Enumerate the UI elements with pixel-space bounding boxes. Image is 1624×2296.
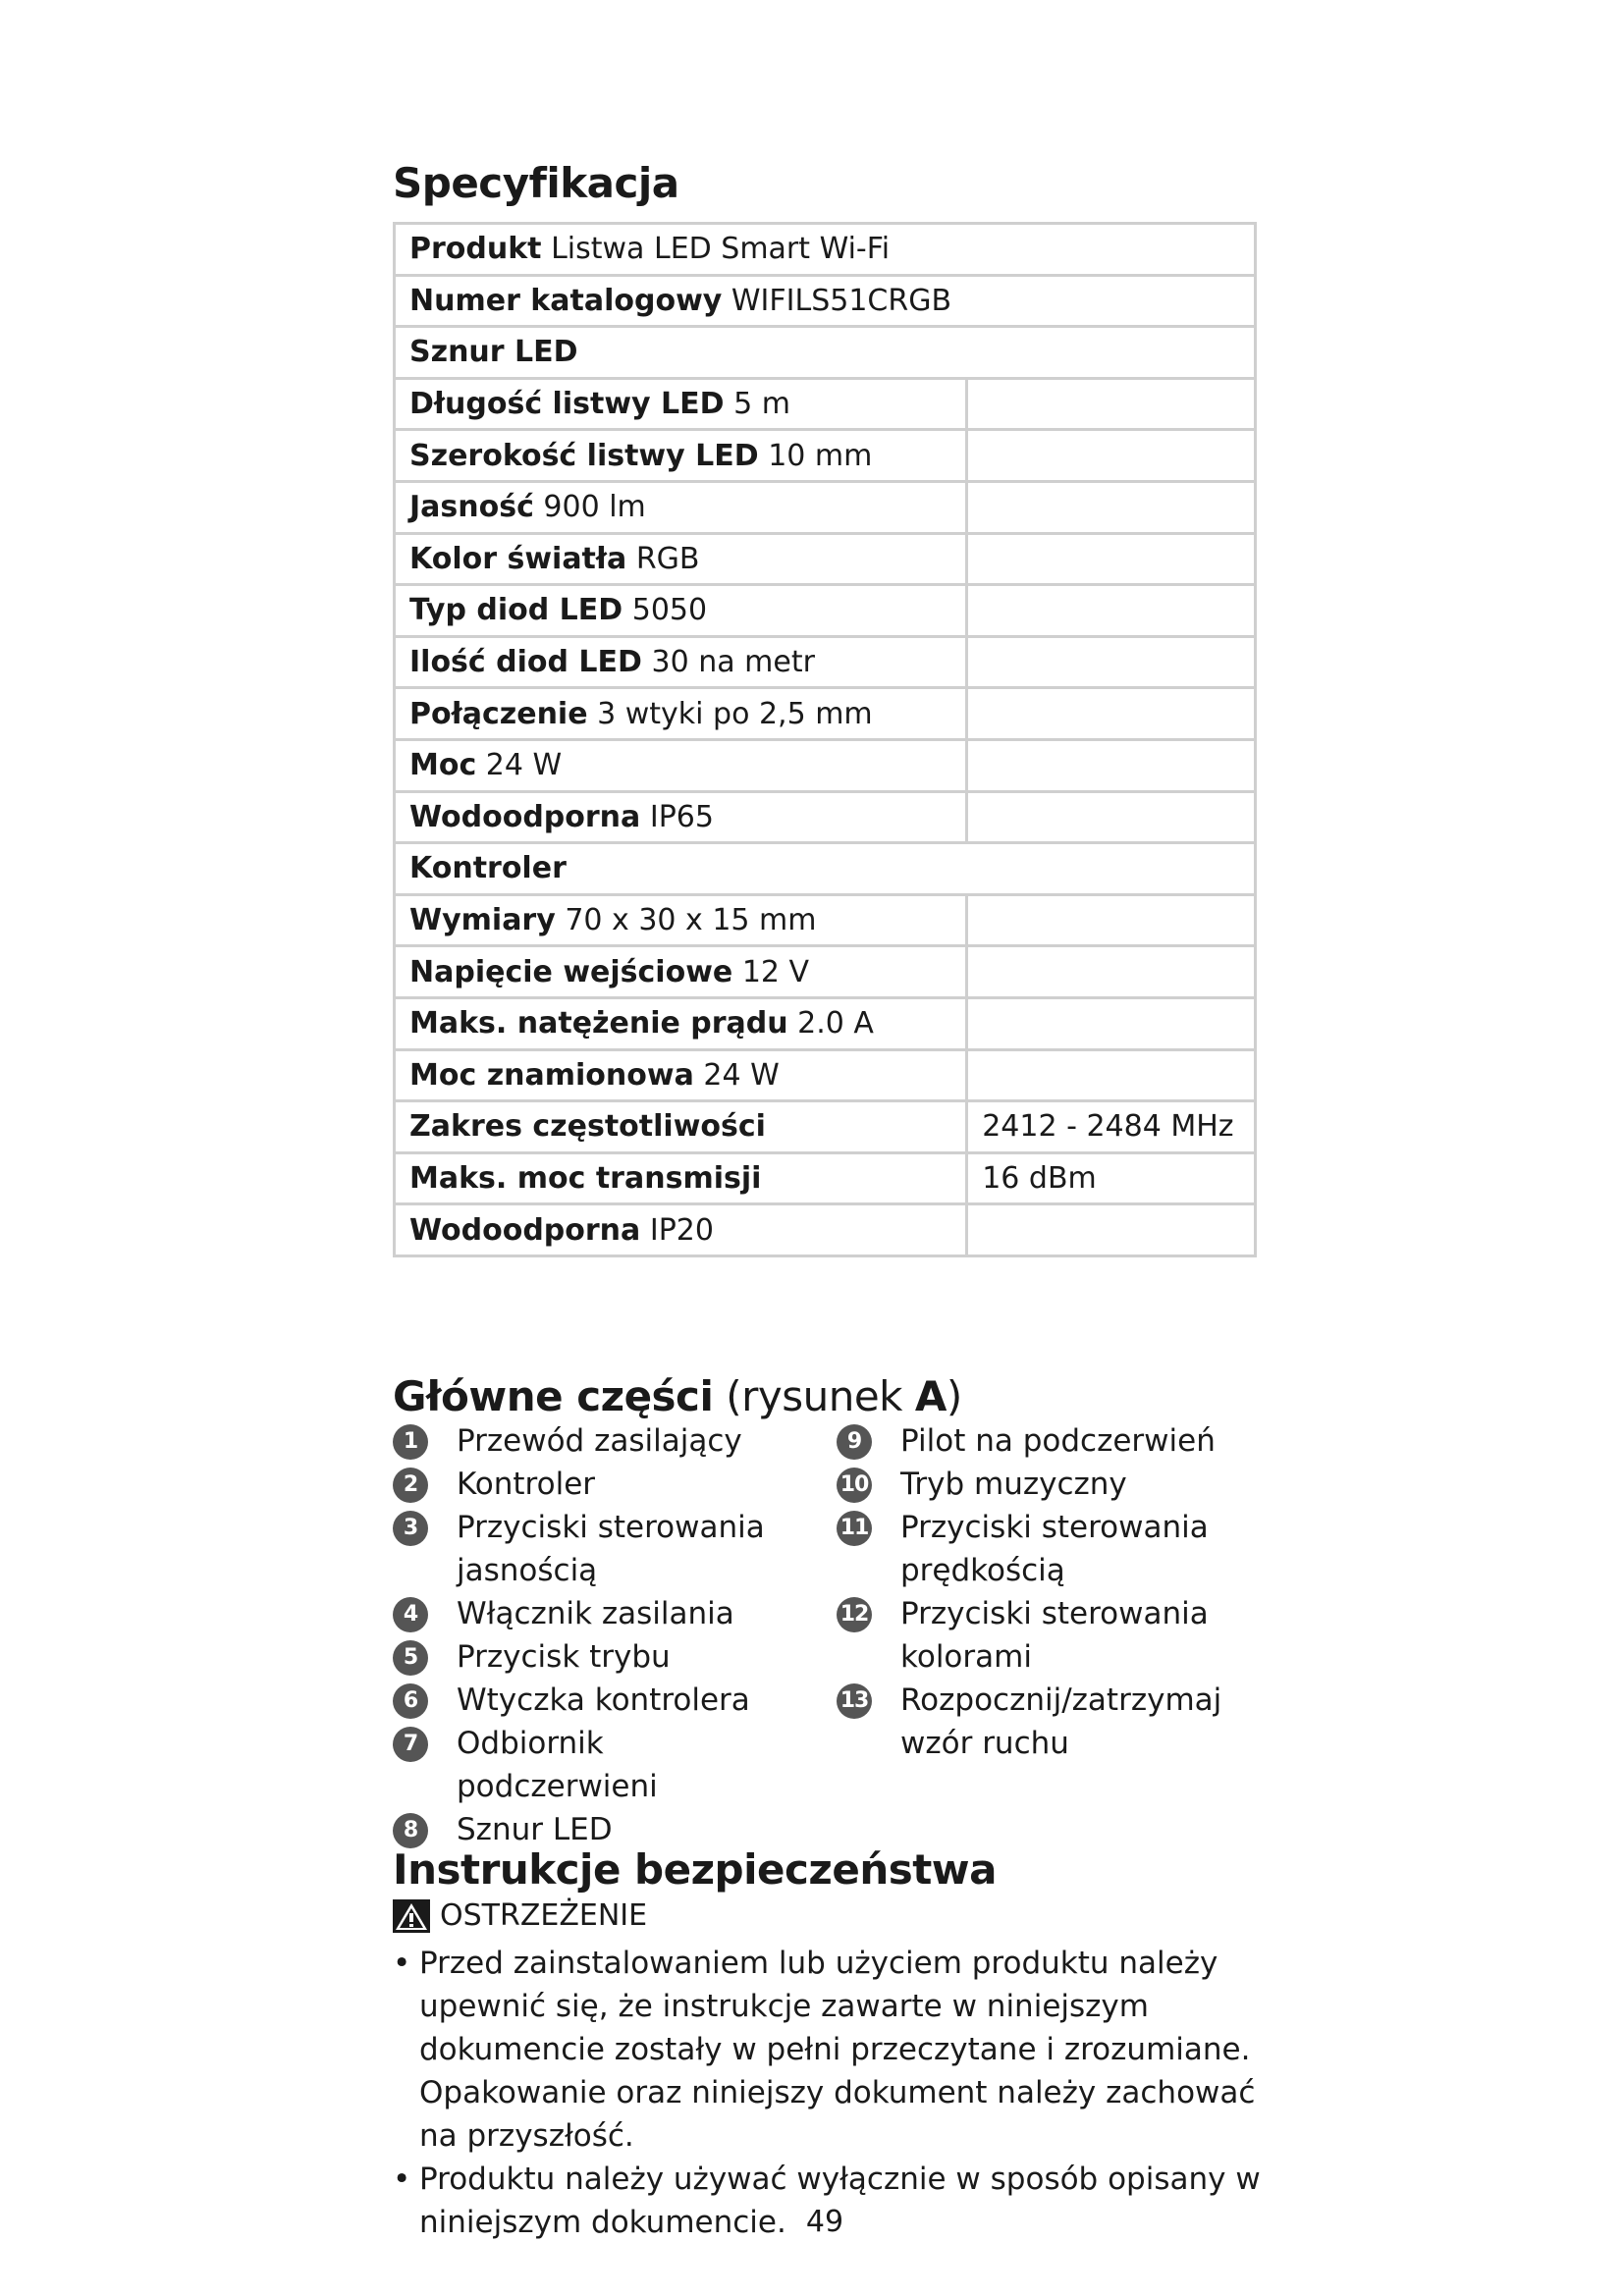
spec-empty-cell (967, 378, 1256, 430)
spec-empty-cell (967, 481, 1256, 533)
spec-cell (395, 585, 967, 637)
spec-empty-cell (967, 1049, 1256, 1101)
part-number-badge: 2 (393, 1468, 428, 1503)
spec-empty-cell (967, 533, 1256, 585)
parts-title-open: (rysunek (713, 1372, 915, 1420)
spec-empty-cell (967, 1204, 1256, 1256)
spec-empty-cell (967, 585, 1256, 637)
part-item (393, 1635, 805, 1679)
spec-row (395, 894, 1256, 946)
part-number-badge: 9 (837, 1424, 872, 1460)
page-number: 49 (805, 2205, 844, 2239)
spec-cell (395, 791, 967, 843)
spec-value: 24 W (485, 748, 563, 783)
spec-value: 10 mm (768, 438, 873, 473)
spec-row (395, 997, 1256, 1049)
safety-list (393, 1942, 1273, 2244)
spec-cell (395, 997, 967, 1049)
part-number-badge: 12 (837, 1597, 872, 1632)
spec-value: Listwa LED Smart Wi-Fi (551, 232, 891, 267)
spec-cell (395, 636, 967, 688)
parts-title-letter: A (914, 1372, 947, 1420)
spec-value: 16 dBm (967, 1152, 1256, 1204)
spec-row (395, 791, 1256, 843)
part-item (393, 1419, 805, 1463)
part-number-badge: 6 (393, 1683, 428, 1719)
spec-row (395, 739, 1256, 791)
spec-cell (395, 1049, 967, 1101)
spec-row (395, 636, 1256, 688)
part-item (837, 1592, 1249, 1679)
spec-label: Wymiary (409, 903, 556, 938)
part-number-badge: 3 (393, 1511, 428, 1546)
spec-label: Moc znamionowa (409, 1057, 694, 1093)
spec-empty-cell (967, 739, 1256, 791)
part-number-badge: 5 (393, 1640, 428, 1676)
spec-value: 900 lm (543, 490, 646, 525)
spec-row (395, 585, 1256, 637)
spec-label: Moc (409, 748, 477, 783)
spec-row (395, 946, 1256, 998)
spec-value: 70 x 30 x 15 mm (565, 903, 817, 938)
spec-value: IP65 (649, 799, 714, 834)
spec-label: Szerokość listwy LED (409, 438, 759, 473)
spec-title: Specyfikacja (393, 159, 679, 207)
spec-empty-cell (967, 430, 1256, 482)
parts-title-close: ) (946, 1372, 962, 1420)
part-label: Odbiornik podczerwieni (457, 1726, 658, 1804)
parts-column-left (393, 1419, 805, 1851)
spec-empty-cell (967, 688, 1256, 740)
spec-row (395, 327, 1256, 379)
warning-label (393, 1898, 647, 1933)
spec-value: 30 na metr (651, 645, 815, 680)
spec-label: Wodoodporna (409, 1212, 641, 1248)
spec-row (395, 1152, 1256, 1204)
spec-row (395, 1204, 1256, 1256)
part-item (837, 1463, 1249, 1506)
spec-section-heading: Sznur LED (395, 327, 1256, 379)
spec-cell (395, 481, 967, 533)
part-item (393, 1722, 805, 1808)
spec-section-heading: Kontroler (395, 843, 1256, 895)
part-label: Tryb muzyczny (900, 1467, 1127, 1502)
spec-row (395, 224, 1256, 276)
spec-label: Produkt (409, 232, 542, 267)
part-label: Wtyczka kontrolera (457, 1682, 750, 1718)
spec-empty-cell (967, 946, 1256, 998)
spec-label: Połączenie (409, 696, 588, 731)
spec-label: Maks. natężenie prądu (409, 1006, 788, 1041)
parts-title-bold: Główne części (393, 1372, 714, 1420)
spec-table (393, 222, 1257, 1257)
spec-value: 24 W (703, 1057, 780, 1093)
part-label: Pilot na podczerwień (900, 1423, 1216, 1459)
spec-label: Numer katalogowy (409, 283, 723, 318)
spec-value: 5050 (631, 593, 708, 628)
spec-row (395, 843, 1256, 895)
spec-value: 5 m (733, 387, 790, 422)
spec-label: Jasność (409, 490, 534, 525)
part-label: Sznur LED (457, 1812, 613, 1847)
part-item (393, 1506, 805, 1592)
parts-column-right (837, 1419, 1249, 1765)
spec-value: 2412 - 2484 MHz (967, 1101, 1256, 1153)
spec-label: Wodoodporna (409, 799, 641, 834)
spec-row (395, 481, 1256, 533)
spec-cell (395, 224, 1256, 276)
spec-label: Długość listwy LED (409, 387, 725, 422)
part-label: Przyciski sterowania jasnością (457, 1510, 765, 1588)
spec-cell (395, 533, 967, 585)
spec-label: Kolor światła (409, 541, 627, 576)
spec-cell (395, 688, 967, 740)
spec-cell (395, 739, 967, 791)
safety-title: Instrukcje bezpieczeństwa (393, 1845, 997, 1894)
part-number-badge: 4 (393, 1597, 428, 1632)
spec-value: IP20 (649, 1212, 714, 1248)
part-number-badge: 13 (837, 1683, 872, 1719)
part-item (393, 1592, 805, 1635)
part-number-badge: 8 (393, 1813, 428, 1848)
spec-row (395, 275, 1256, 327)
spec-value: 12 V (741, 954, 810, 989)
spec-value: WIFILS51CRGB (731, 283, 952, 318)
spec-cell (395, 946, 967, 998)
part-item (837, 1506, 1249, 1592)
spec-empty-cell (967, 636, 1256, 688)
spec-row (395, 688, 1256, 740)
spec-cell (395, 1204, 967, 1256)
spec-label: Zakres częstotliwości (395, 1101, 967, 1153)
part-number-badge: 11 (837, 1511, 872, 1546)
spec-cell (395, 894, 967, 946)
spec-value: 2.0 A (797, 1006, 874, 1041)
safety-bullet: • Przed zainstalowaniem lub użyciem produktu należy upewnić się, że instrukcje zawarte w niniejszym dokumencie zostały w pełni przeczytane i zrozumiane. Opakowanie oraz niniejszy dokument należy zachować na przyszłość. (419, 1942, 1273, 2158)
part-label: Przyciski sterowania prędkością (900, 1510, 1209, 1588)
spec-label: Napięcie wejściowe (409, 954, 733, 989)
spec-label: Ilość diod LED (409, 645, 642, 680)
spec-empty-cell (967, 791, 1256, 843)
spec-cell (395, 430, 967, 482)
spec-row (395, 1101, 1256, 1153)
warning-triangle-icon (393, 1899, 430, 1933)
spec-empty-cell (967, 894, 1256, 946)
part-number-badge: 10 (837, 1468, 872, 1503)
spec-value: RGB (635, 541, 700, 576)
spec-row (395, 533, 1256, 585)
part-number-badge: 1 (393, 1424, 428, 1460)
spec-cell (395, 275, 1256, 327)
spec-cell (395, 378, 967, 430)
spec-row (395, 378, 1256, 430)
parts-title (393, 1372, 962, 1420)
spec-empty-cell (967, 997, 1256, 1049)
safety-bullet: • Produktu należy używać wyłącznie w sposób opisany w niniejszym dokumencie. (419, 2158, 1273, 2244)
part-item (393, 1679, 805, 1722)
spec-label: Maks. moc transmisji (395, 1152, 967, 1204)
part-label: Przycisk trybu (457, 1639, 671, 1675)
part-label: Rozpocznij/zatrzymaj wzór ruchu (900, 1682, 1222, 1761)
part-label: Przyciski sterowania kolorami (900, 1596, 1209, 1675)
spec-row (395, 430, 1256, 482)
spec-value: 3 wtyki po 2,5 mm (597, 696, 873, 731)
part-item (393, 1463, 805, 1506)
part-item (837, 1679, 1249, 1765)
part-item (837, 1419, 1249, 1463)
spec-row (395, 1049, 1256, 1101)
spec-label: Typ diod LED (409, 593, 623, 628)
part-label: Kontroler (457, 1467, 596, 1502)
part-label: Włącznik zasilania (457, 1596, 734, 1631)
part-number-badge: 7 (393, 1727, 428, 1762)
warning-text: OSTRZEŻENIE (440, 1898, 648, 1933)
part-label: Przewód zasilający (457, 1423, 742, 1459)
